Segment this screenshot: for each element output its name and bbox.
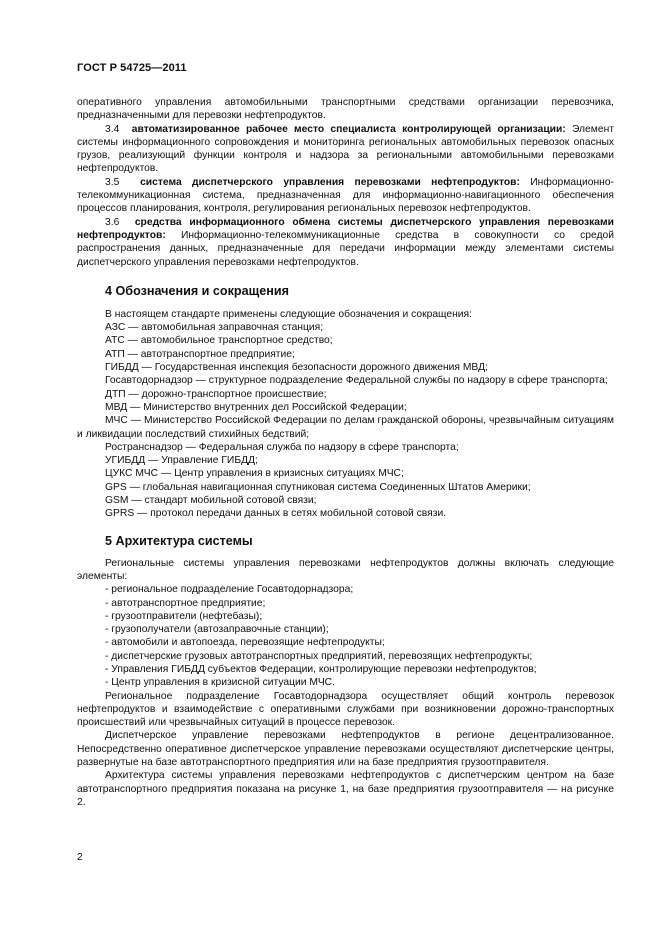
definition-number: 3.6 [105, 216, 120, 228]
abbreviation-item: МВД — Министерство внутренних дел Российской Федерации; [105, 401, 407, 413]
document-header: ГОСТ Р 54725—2011 [77, 62, 187, 74]
section-4-lead: В настоящем стандарте применены следующие обозначения и сокращения: [105, 308, 472, 320]
list-item: - Центр управления в кризисной ситуации МЧС. [105, 677, 335, 689]
list-item: - автотранспортное предприятие; [105, 597, 266, 609]
definition-3-6 [77, 216, 614, 269]
definition-term: автоматизированное рабочее место специалиста контролирующей организации: [131, 123, 566, 135]
abbreviation-item: GPS — глобальная навигационная спутниковая система Соединенных Штатов Америки; [105, 481, 531, 493]
definition-number: 3.5 [105, 176, 120, 188]
definition-3-4 [77, 123, 614, 176]
body-paragraph: Архитектура системы управления перевозками нефтепродуктов с диспетчерским центром на базе автотранспортного предприятия показана на рисунке 1, на базе предприятия грузоотправителя — на рисунке 2. [77, 770, 614, 808]
system-elements-list [77, 583, 614, 689]
section-5-title: 5 Архитектура системы [105, 533, 253, 548]
definition-text: Информационно-телекоммуникационные средства в совокупности со средой распространения данных, предназначенные для передачи информации между элементами системы диспетчерского управления перевозками нефтепродуктов. [77, 229, 614, 268]
definition-term: средства информационного обмена системы диспетчерского управления перевозками нефтепродуктов: [77, 216, 614, 241]
section-5-lead: Региональные системы управления перевозками нефтепродуктов должны включать следующие элементы: [77, 557, 614, 582]
body-paragraph: Диспетчерское управление перевозками нефтепродуктов в регионе децентрализованное. Непосредственно оперативное диспетчерское управление перевозками осуществляют диспетчерские центры, развернутые на базе автотранспортного предприятия или на базе предприятия грузоотправителя. [77, 730, 614, 769]
body-paragraph: Региональное подразделение Госавтодорнадзора осуществляет общий контроль перевозок нефтепродуктов и взаимодействие с оперативными службами при возникновении дорожно-транспортных происшествий или чрезвычайных ситуаций в процессе перевозок. [77, 690, 614, 729]
list-item: - Управления ГИБДД субъектов Федерации, контролирующие перевозки нефтепродуктов; [105, 663, 537, 675]
abbreviation-item: АТС — автомобильное транспортное средство; [105, 335, 333, 347]
abbreviation-item: GSM — стандарт мобильной сотовой связи; [105, 495, 317, 507]
definition-term: система диспетчерского управления перевозками нефтепродуктов: [140, 176, 520, 188]
definition-3-5 [77, 176, 614, 216]
document-body [77, 96, 614, 809]
list-item: - грузоотправители (нефтебазы); [105, 610, 263, 622]
abbreviation-item: АТП — автотранспортное предприятие; [105, 348, 295, 360]
abbreviation-item: ГИБДД — Государственная инспекция безопасности дорожного движения МВД; [105, 362, 488, 374]
abbreviation-item: УГИБДД — Управление ГИБДД; [105, 455, 258, 467]
abbreviation-item: ДТП — дорожно-транспортное происшествие; [105, 388, 327, 400]
abbreviation-list [77, 321, 614, 520]
definition-number: 3.4 [105, 123, 120, 135]
abbreviation-item: МЧС — Министерство Российской Федерации по делам гражданской обороны, чрезвычайным ситуациям и ликвидации последствий стихийных бедствий; [77, 415, 614, 440]
definition-text: Информационно-телекоммуникационная система, предназначенная для информационно-навигационного обеспечения процессов планирования, контроля, регулирования региональных перевозок нефтепродуктов. [77, 176, 614, 215]
section-4-title: 4 Обозначения и сокращения [105, 283, 289, 298]
abbreviation-item: ЦУКС МЧС — Центр управления в кризисных ситуациях МЧС; [105, 468, 404, 480]
list-item: - грузополучатели (автозаправочные станции); [105, 624, 329, 636]
abbreviation-item: АЗС — автомобильная заправочная станция; [105, 322, 324, 334]
definition-text: Элемент системы информационного сопровождения и мониторинга региональных автомобильных перевозок опасных грузов, реализующий функции контроля и надзора за региональными автомобильными перевозками нефтепродуктов. [77, 123, 614, 175]
abbreviation-item: Госавтодорнадзор — структурное подразделение Федеральной службы по надзору в сфере транспорта; [105, 375, 608, 387]
intro-paragraph: оперативного управления автомобильными транспортными средствами организации перевозчика, предназначенными для перевозки нефтепродуктов. [77, 97, 614, 122]
list-item: - региональное подразделение Госавтодорнадзора; [105, 584, 354, 596]
list-item: - автомобили и автопоезда, перевозящие нефтепродукты; [105, 637, 385, 649]
list-item: - диспетчерские грузовых автотранспортных предприятий, перевозящих нефтепродукты; [105, 650, 533, 662]
abbreviation-item: GPRS — протокол передачи данных в сетях мобильной сотовой связи. [105, 508, 447, 520]
page-number: 2 [77, 852, 83, 863]
abbreviation-item: Ространснадзор — Федеральная служба по надзору в сфере транспорта; [105, 441, 459, 453]
